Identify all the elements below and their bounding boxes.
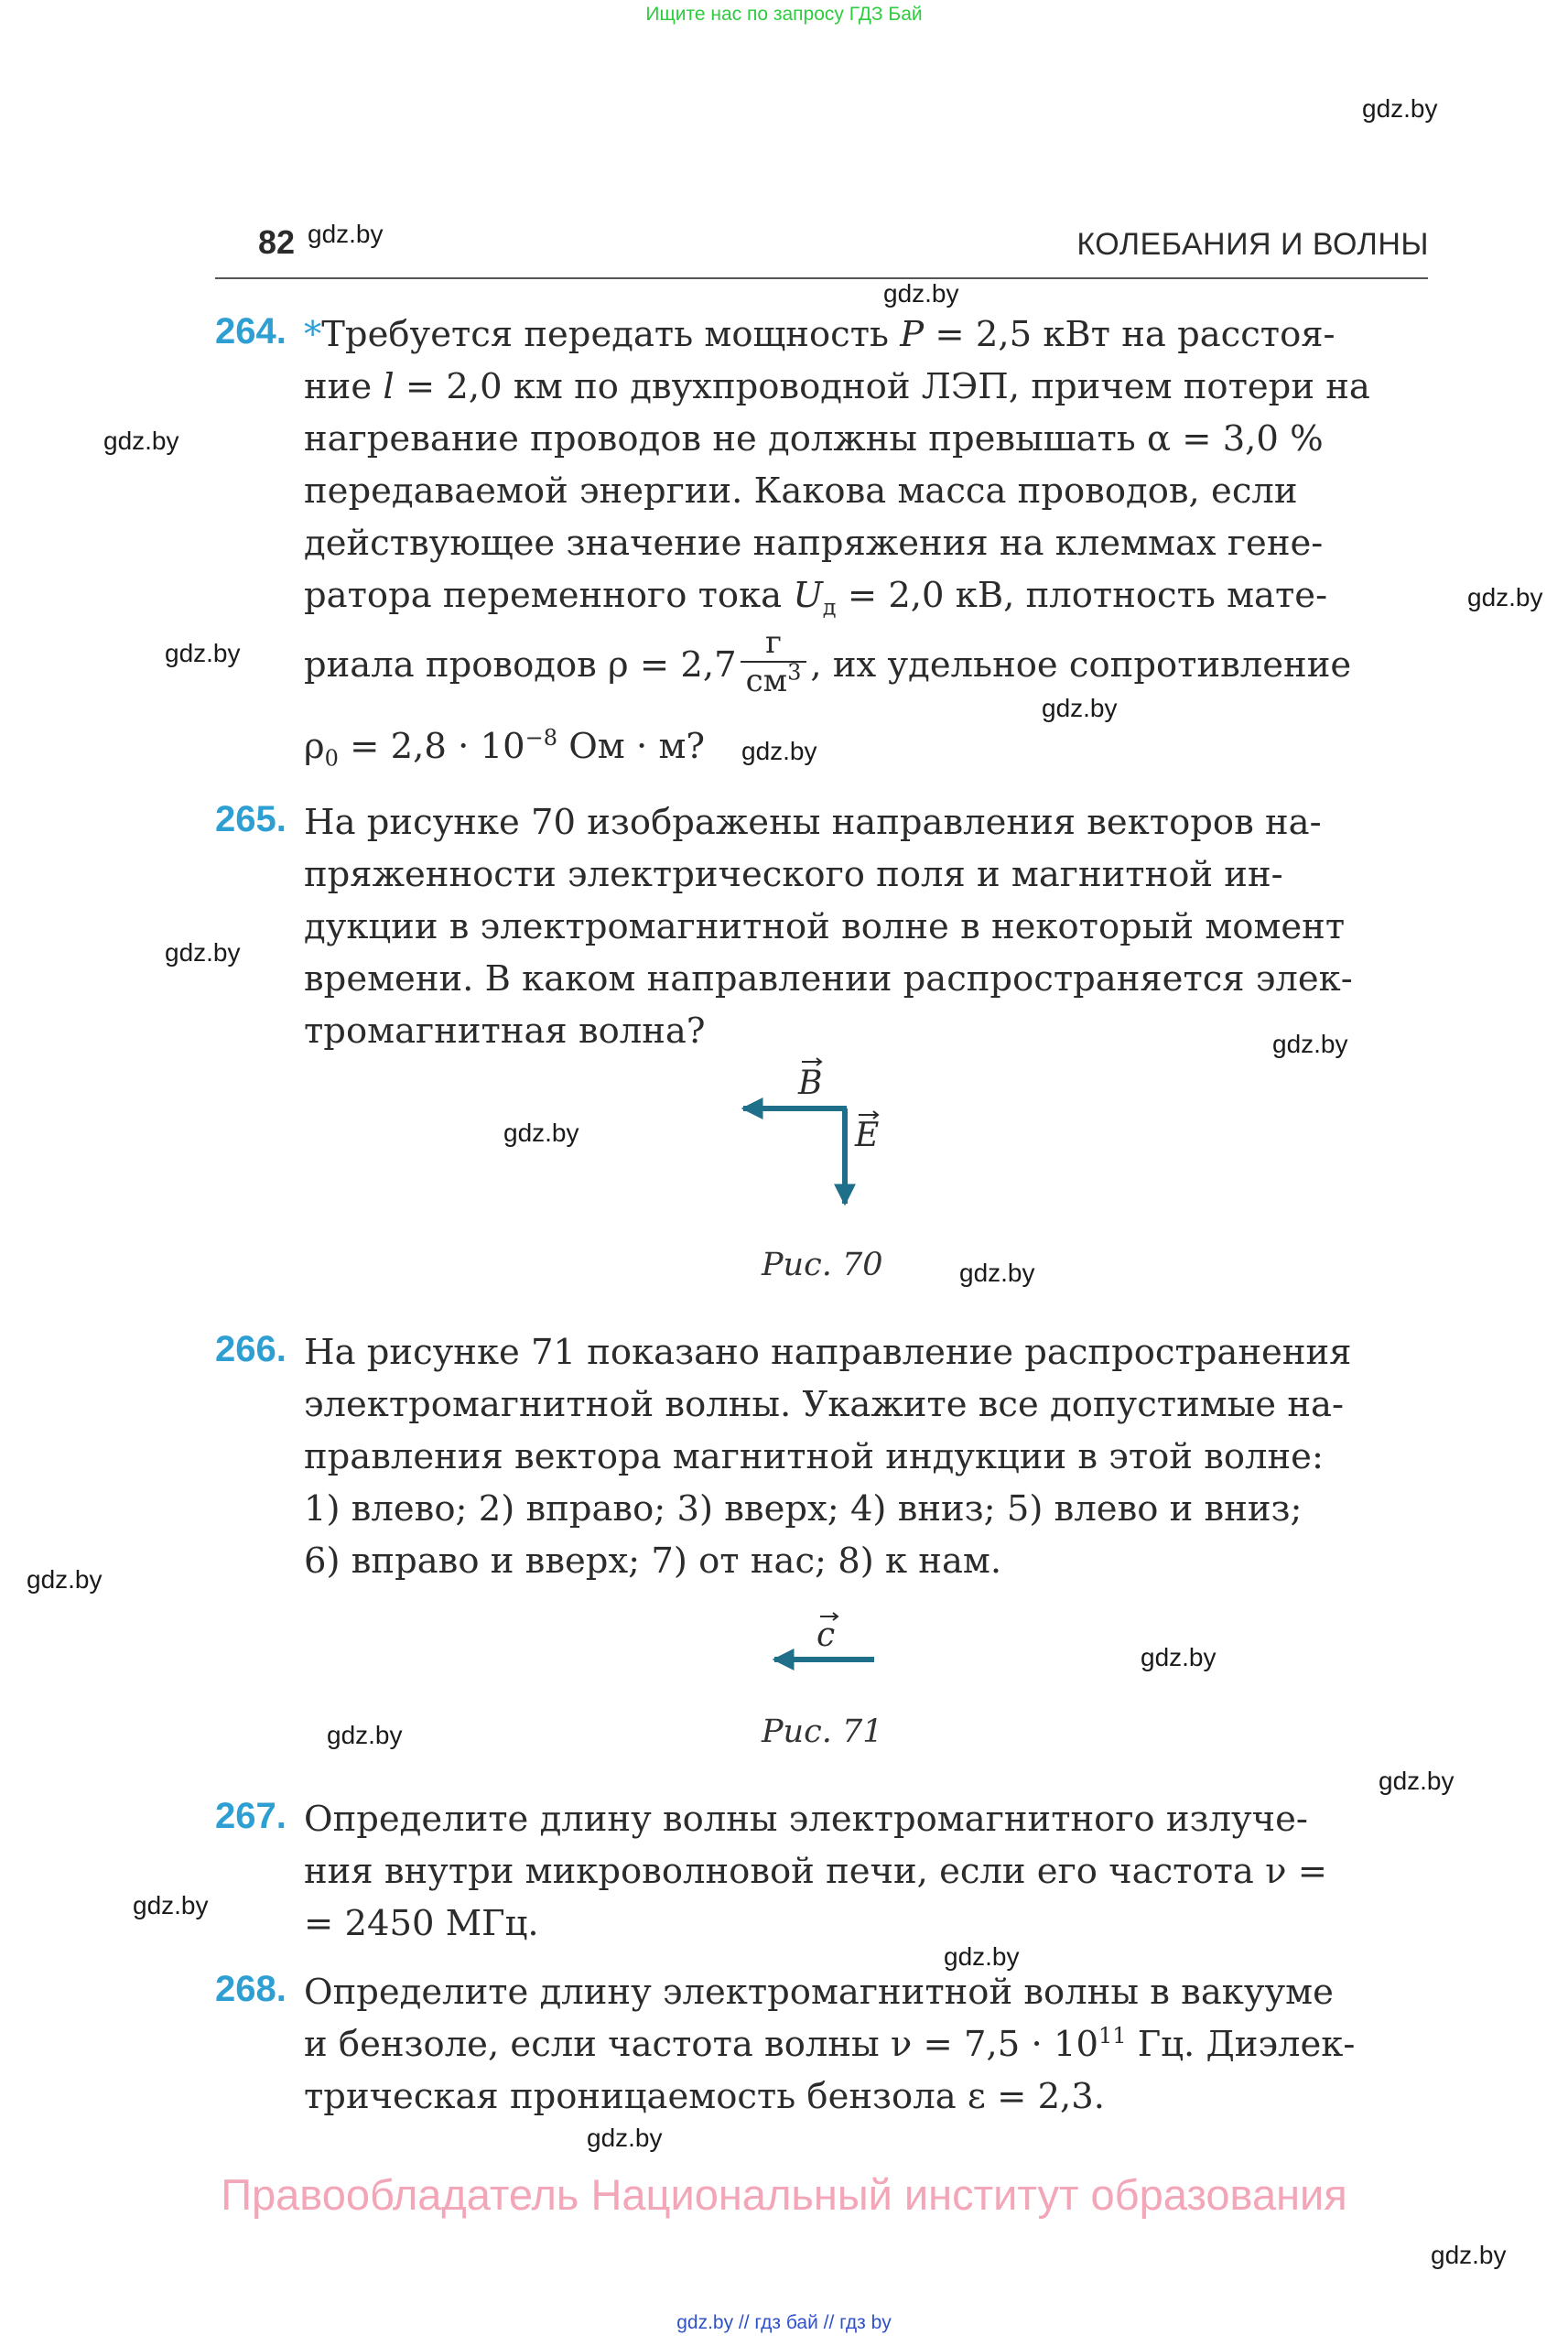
problem-266-line: электромагнитной волны. Укажите все допустимые на- (304, 1384, 1344, 1425)
watermark: gdz.by (165, 639, 241, 667)
vector-e-label: E (855, 1117, 880, 1154)
figure-70-caption: Рис. 70 (762, 1247, 883, 1283)
footer-links[interactable]: gdz.by // гдз бай // гдз by (676, 2312, 892, 2333)
watermark: gdz.by (103, 427, 179, 455)
density-fraction: $\frac{г}{см^3}$ (741, 624, 807, 699)
problem-267-line: ния внутри микроволновой печи, если его частота ν = (304, 1851, 1328, 1892)
watermark: gdz.by (165, 938, 241, 967)
problem-number-267: 267. (215, 1796, 287, 1836)
problem-number-268: 268. (215, 1969, 287, 2009)
figure-70 (723, 1043, 906, 1227)
problem-266-line: правления вектора магнитной индукции в этой волне: (304, 1436, 1324, 1477)
problem-264-line: риала проводов ρ = 2,7 $\frac{г}{см^3}$ , их удельное сопротивление (304, 624, 1352, 699)
watermark: gdz.by (27, 1565, 103, 1594)
problem-267-line: = 2450 МГц. (304, 1903, 539, 1944)
problem-265-line: времени. В каком направлении распространяется элек- (304, 958, 1353, 1000)
vector-b-label: B (798, 1065, 823, 1102)
watermark: gdz.by (741, 737, 817, 765)
watermark: gdz.by (308, 220, 384, 248)
top-search-banner: Ищите нас по запросу ГДЗ Бай (645, 4, 923, 25)
problem-265-line: дукции в электромагнитной волне в некоторый момент (304, 906, 1346, 947)
watermark: gdz.by (959, 1259, 1035, 1287)
watermark: gdz.by (327, 1721, 403, 1749)
problem-264-line: ние l = 2,0 км по двухпроводной ЛЭП, причем потери на (304, 366, 1370, 407)
watermark: gdz.by (1379, 1767, 1454, 1795)
problem-264-line: $\rho_0 = 2,8 \cdot 10^{-8}$ Ом · м? (304, 725, 706, 772)
watermark: gdz.by (1467, 583, 1543, 611)
problem-265-line: На рисунке 70 изображены направления векторов на- (304, 802, 1322, 843)
copyright-notice: Правообладатель Национальный институт образования (221, 2170, 1347, 2219)
watermark: gdz.by (503, 1119, 579, 1147)
problem-264-line: *Требуется передать мощность P = 2,5 кВт на расстоя- (304, 314, 1336, 355)
problem-266-line: 6) вправо и вверх; 7) от нас; 8) к нам. (304, 1541, 1002, 1582)
page-number: 82 (258, 223, 296, 261)
problem-264-line: действующее значение напряжения на клеммах гене- (304, 523, 1324, 564)
problem-number-264: 264. (215, 311, 287, 351)
star-marker: * (304, 314, 322, 355)
problem-265-line: пряженности электрического поля и магнитной ин- (304, 854, 1283, 895)
watermark: gdz.by (1272, 1030, 1348, 1058)
vector-c-label: c (816, 1616, 836, 1654)
problem-268-line: Определите длину электромагнитной волны в вакууме (304, 1972, 1334, 2013)
watermark: gdz.by (944, 1942, 1020, 1971)
problem-264-line: нагревание проводов не должны превышать α = 3,0 % (304, 418, 1324, 459)
problem-264-line: передаваемой энергии. Какова масса проводов, если (304, 470, 1298, 512)
header-rule (215, 277, 1428, 279)
section-title: КОЛЕБАНИЯ И ВОЛНЫ (1076, 227, 1429, 262)
figure-71-caption: Рис. 71 (762, 1714, 883, 1750)
watermark: gdz.by (1362, 94, 1438, 123)
problem-268-line: трическая проницаемость бензола ε = 2,3. (304, 2076, 1106, 2117)
problem-268-line: и бензоле, если частота волны $\nu = 7,5 \cdot 10^{11}$ Гц. Диэлек- (304, 2023, 1356, 2065)
watermark: gdz.by (1431, 2241, 1507, 2269)
watermark: gdz.by (587, 2124, 663, 2152)
problem-number-266: 266. (215, 1329, 287, 1369)
watermark: gdz.by (883, 279, 959, 308)
watermark: gdz.by (1042, 694, 1118, 722)
watermark: gdz.by (133, 1891, 209, 1919)
watermark: gdz.by (1141, 1643, 1217, 1671)
problem-267-line: Определите длину волны электромагнитного излуче- (304, 1799, 1308, 1840)
problem-264-line: ратора переменного тока $U_д = 2,0$ кВ, плотность мате- (304, 575, 1328, 621)
problem-265-line: тромагнитная волна? (304, 1011, 706, 1052)
problem-number-265: 265. (215, 799, 287, 839)
figure-71 (760, 1604, 906, 1686)
problem-266-line: На рисунке 71 показано направление распространения (304, 1332, 1352, 1373)
problem-266-line: 1) влево; 2) вправо; 3) вверх; 4) вниз; 5) влево и вниз; (304, 1488, 1303, 1530)
